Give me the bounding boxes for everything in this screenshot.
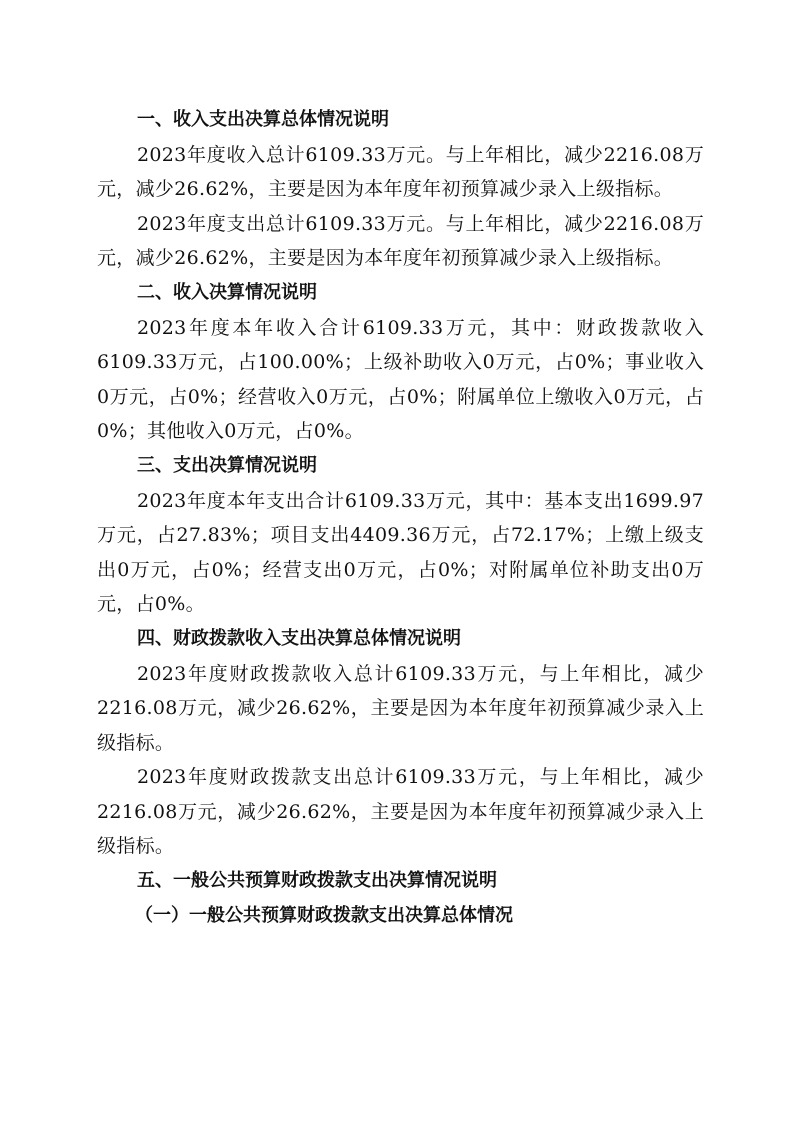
paragraph: 2023年度财政拨款支出总计6109.33万元，与上年相比，减少2216.08万元，减少26.62%，主要是因为本年度年初预算减少录入上级指标。 [97,766,704,858]
paragraph: 2023年度本年支出合计6109.33万元，其中：基本支出1699.97万元，占27.83%；项目支出4409.36万元，占72.17%；上缴上级支出0万元，占0%；经营支出0万元，占0%；对附属单位补助支出0万元，占0%。 [97,489,704,616]
paragraph: 2023年度收入总计6109.33万元。与上年相比，减少2216.08万元，减少26.62%，主要是因为本年度年初预算减少录入上级指标。 [97,143,704,201]
section-heading: 三、支出决算情况说明 [137,454,317,476]
paragraph: 2023年度本年收入合计6109.33万元，其中：财政拨款收入6109.33万元，占100.00%；上级补助收入0万元，占0%；事业收入0万元，占0%；经营收入0万元，占0%；附属单位上缴收入0万元，占0%；其他收入0万元，占0%。 [97,316,704,443]
section-heading: 一、收入支出决算总体情况说明 [137,109,389,130]
section-heading: 二、收入决算情况说明 [137,281,317,303]
document-page [97,103,704,933]
paragraph: 2023年度财政拨款收入总计6109.33万元，与上年相比，减少2216.08万元，减少26.62%，主要是因为本年度年初预算减少录入上级指标。 [97,662,704,754]
paragraph: 2023年度支出总计6109.33万元。与上年相比，减少2216.08万元，减少26.62%，主要是因为本年度年初预算减少录入上级指标。 [97,212,704,270]
section-heading: 四、财政拨款收入支出决算总体情况说明 [137,627,461,649]
section-heading: 五、一般公共预算财政拨款支出决算情况说明 [137,870,497,892]
sub-heading: （一）一般公共预算财政拨款支出决算总体情况 [135,904,513,926]
